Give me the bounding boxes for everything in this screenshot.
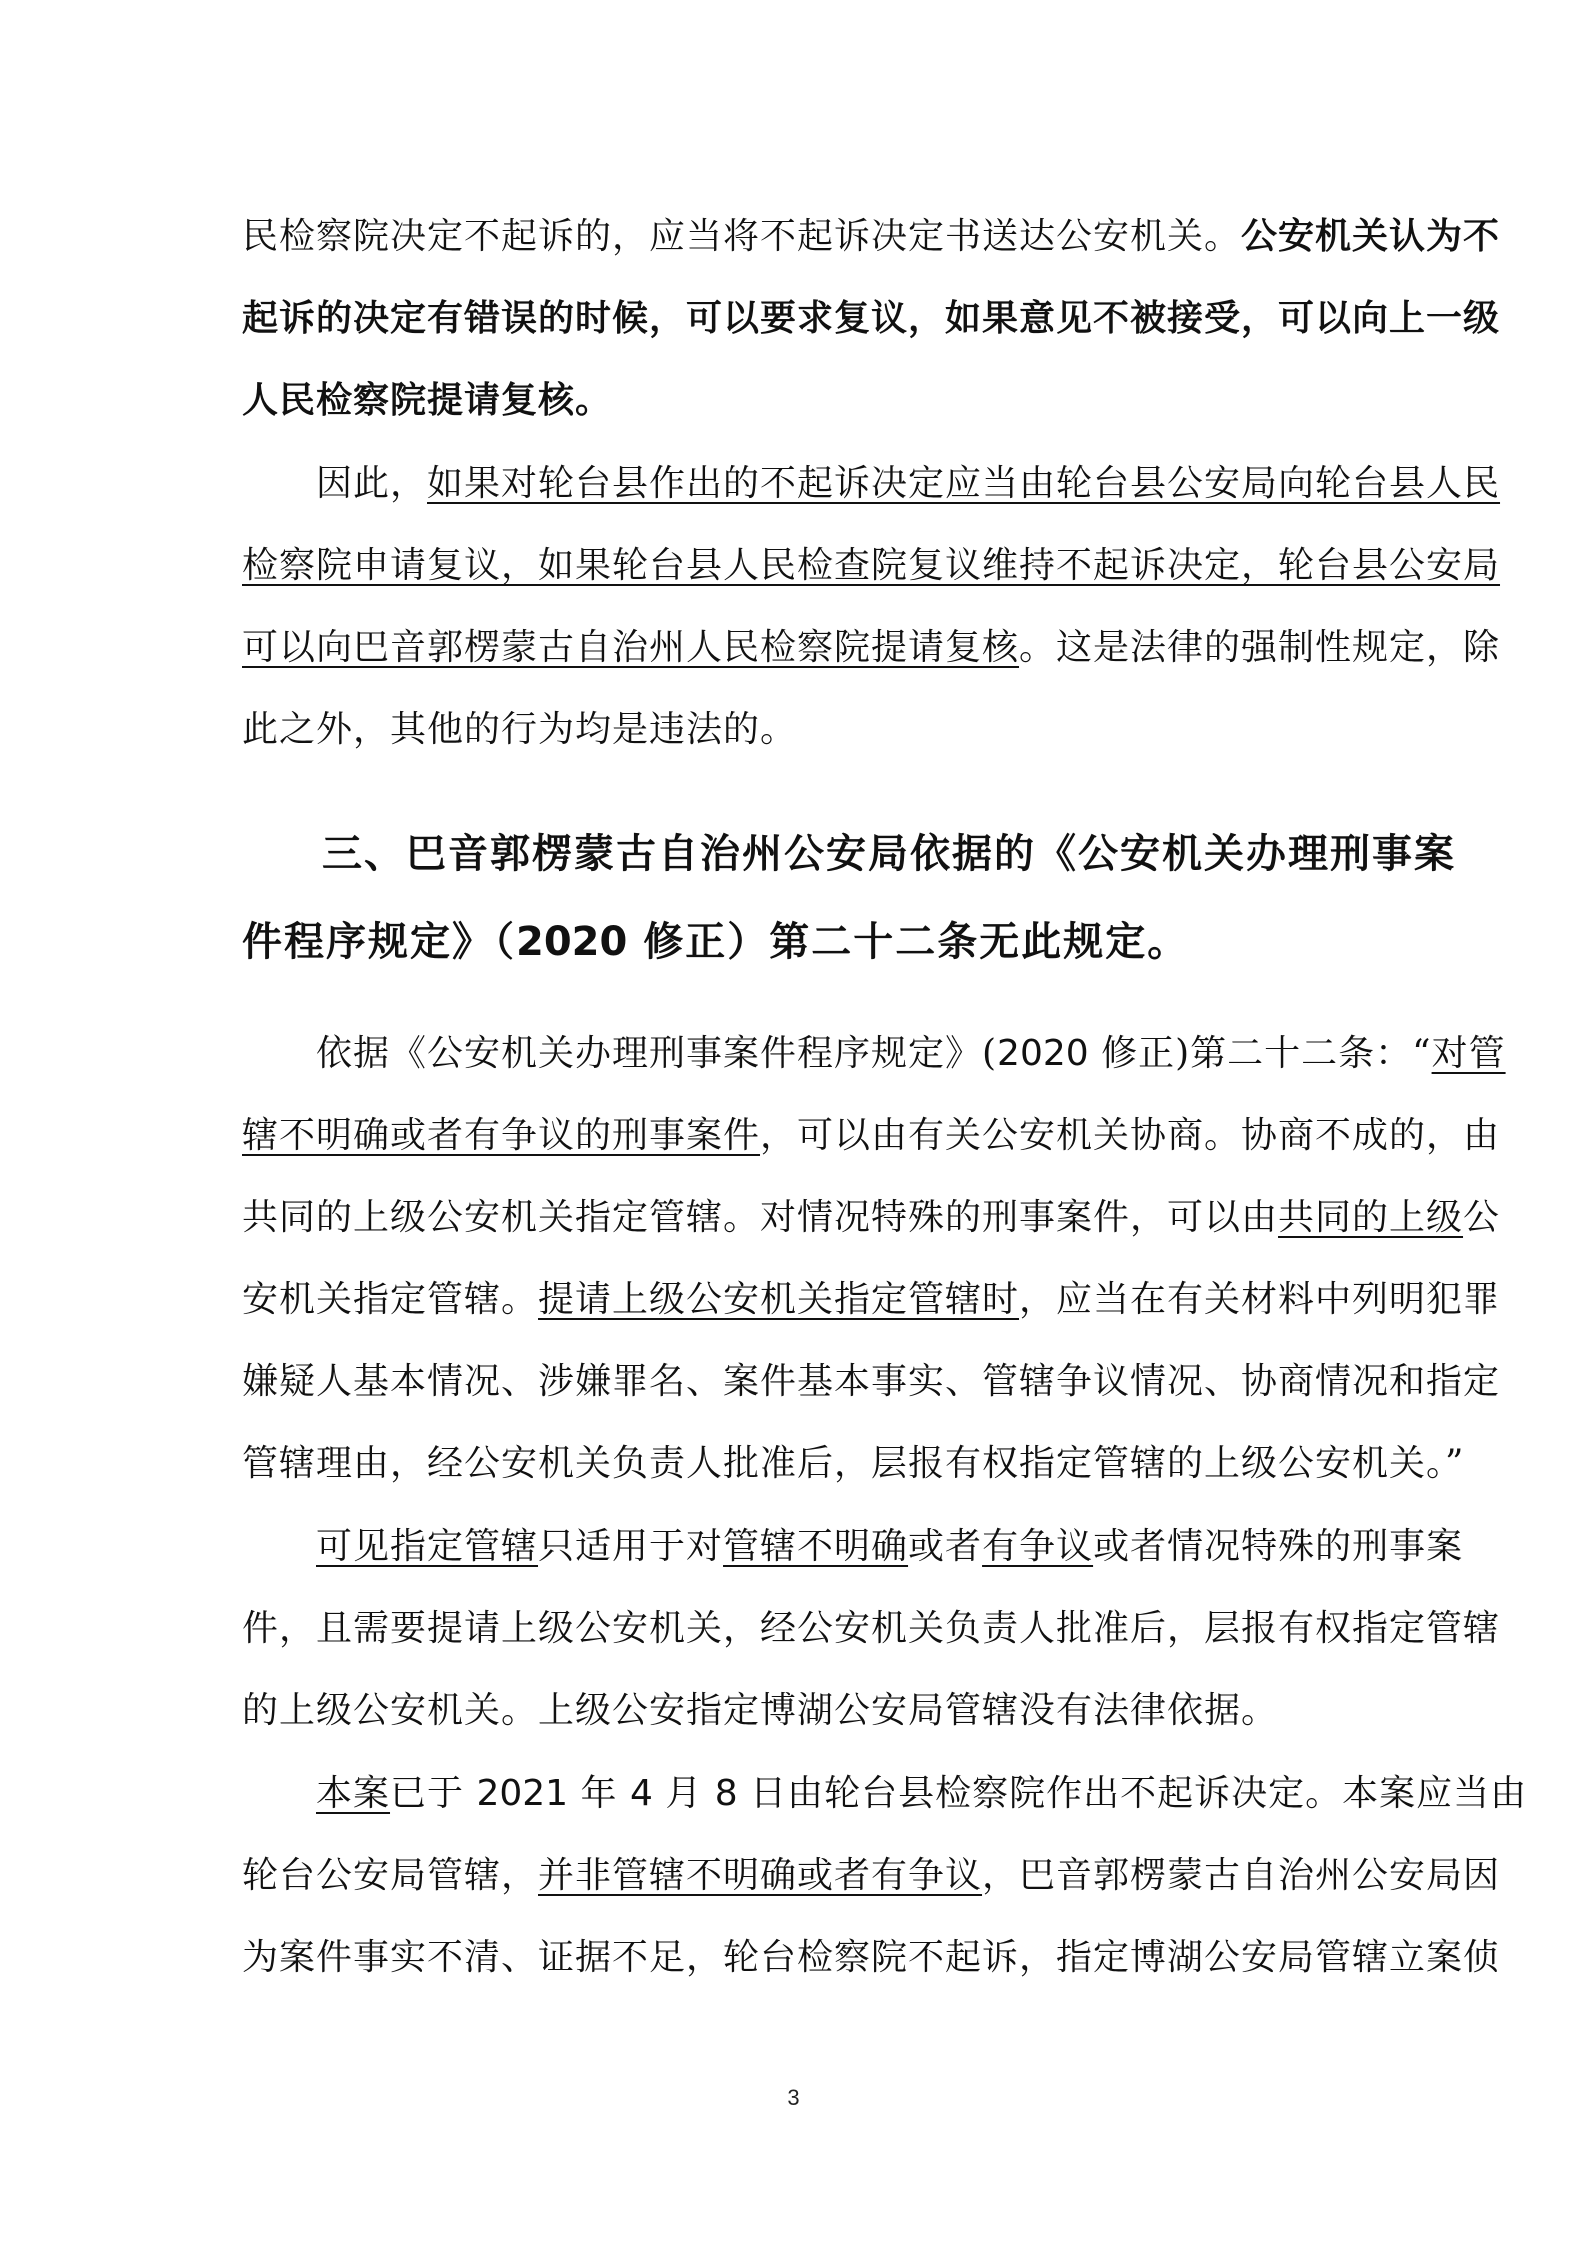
page-number: 3 [787,2085,800,2110]
year-number: 2020 [997,1033,1089,1074]
date-month: 4 [629,1773,653,1814]
date-year: 2021 [476,1773,569,1814]
underlined-text: 辖不明确或者有争议的刑事案件 [242,1115,761,1156]
text-run: 轮台公安局管辖， [242,1855,539,1896]
text-run: ，可以由有关公安机关协商。协商不成的，由 [760,1115,1501,1156]
paragraph-prosecution-notice [242,195,1501,441]
paragraph-analysis [242,1506,1501,1752]
text-run: 年 [568,1773,630,1814]
text-run: 或者 [908,1526,983,1567]
text-run: 只适用于对 [538,1526,724,1567]
text-line: 为案件事实不清、证据不足，轮台检察院不起诉，指定博湖公安局管辖立案侦 [242,1937,1501,1978]
text-run: 。这是法律的强制性规定，除 [1019,627,1501,668]
text-line [242,1013,1506,1095]
text-run: 或者情况特殊的刑事案 [1093,1526,1464,1567]
heading-line: 三、巴音郭楞蒙古自治州公安局依据的《公安机关办理刑事案 [322,830,1456,877]
text-run: 修正）第二十二条无此规定。 [643,918,1190,965]
text-line [242,1506,1492,1588]
heading-line [242,898,1502,986]
text-line [242,607,1501,689]
underlined-text: 提请上级公安机关指定管辖时 [538,1279,1020,1320]
underlined-text: 可以向巴音郭楞蒙古自治州人民检察院提请复核 [242,627,1020,668]
text-run: 共同的上级公安机关指定管辖。对情况特殊的刑事案件，可以由 [242,1197,1279,1238]
text-line [242,1835,1501,1917]
text-run: ，应当在有关材料中列明犯罪 [1019,1279,1501,1320]
paragraph-legal-citation [242,1013,1506,1505]
underlined-text: 管辖不明确 [723,1526,909,1567]
underlined-text: 可见指定管辖 [316,1526,539,1567]
paragraph-conclusion [242,443,1501,771]
text-run: 月 [652,1773,715,1814]
text-line [242,195,1501,277]
date-day: 8 [714,1773,738,1814]
text-run: 因此， [316,463,428,504]
text-line [242,1095,1501,1177]
underlined-text: 如果对轮台县作出的不起诉决定应当由轮台县公安局向轮台县人民 [427,463,1501,504]
year-number: 2020 [516,919,628,965]
text-line: 嫌疑人基本情况、涉嫌罪名、案件基本事实、管辖争议情况、协商情况和指定 [242,1361,1501,1402]
paragraph-case-facts [242,1753,1528,1999]
text-run: 公 [1463,1197,1501,1238]
bold-text: 公安机关认为不 [1241,215,1501,257]
text-line [242,1177,1501,1259]
text-line: 此之外，其他的行为均是违法的。 [242,709,798,750]
text-run: 民检察院决定不起诉的，应当将不起诉决定书送达公安机关。 [242,216,1242,257]
underlined-text: 对管 [1431,1033,1506,1074]
underlined-text: 有争议 [982,1526,1094,1567]
text-run: 修正)第二十二条：“ [1088,1033,1432,1074]
underlined-text: 并非管辖不明确或者有争议 [538,1855,983,1896]
bold-text-line: 人民检察院提请复核。 [242,379,613,421]
underlined-text: 共同的上级 [1278,1197,1464,1238]
section-heading [242,810,1502,986]
bold-text-line: 起诉的决定有错误的时候，可以要求复议，如果意见不被接受，可以向上一级 [242,297,1501,339]
text-run: ，巴音郭楞蒙古自治州公安局因 [982,1855,1501,1896]
text-run: 已于 [390,1773,477,1814]
text-run: 依据《公安机关办理刑事案件程序规定》( [316,1033,998,1074]
underlined-text: 本案 [316,1773,391,1814]
underlined-text-line: 检察院申请复议，如果轮台县人民检查院复议维持不起诉决定，轮台县公安局 [242,545,1501,586]
text-line [242,443,1501,525]
text-line [242,1753,1528,1835]
text-run: 件程序规定》（ [242,918,516,965]
text-run: 安机关指定管辖。 [242,1279,539,1320]
text-run: 日由轮台县检察院作出不起诉决定。本案应当由 [737,1773,1528,1814]
text-line: 件，且需要提请上级公安机关，经公安机关负责人批准后，层报有权指定管辖 [242,1608,1501,1649]
text-line: 的上级公安机关。上级公安指定博湖公安局管辖没有法律依据。 [242,1690,1279,1731]
text-line: 管辖理由，经公安机关负责人批准后，层报有权指定管辖的上级公安机关。” [242,1443,1465,1484]
text-line [242,1259,1501,1341]
